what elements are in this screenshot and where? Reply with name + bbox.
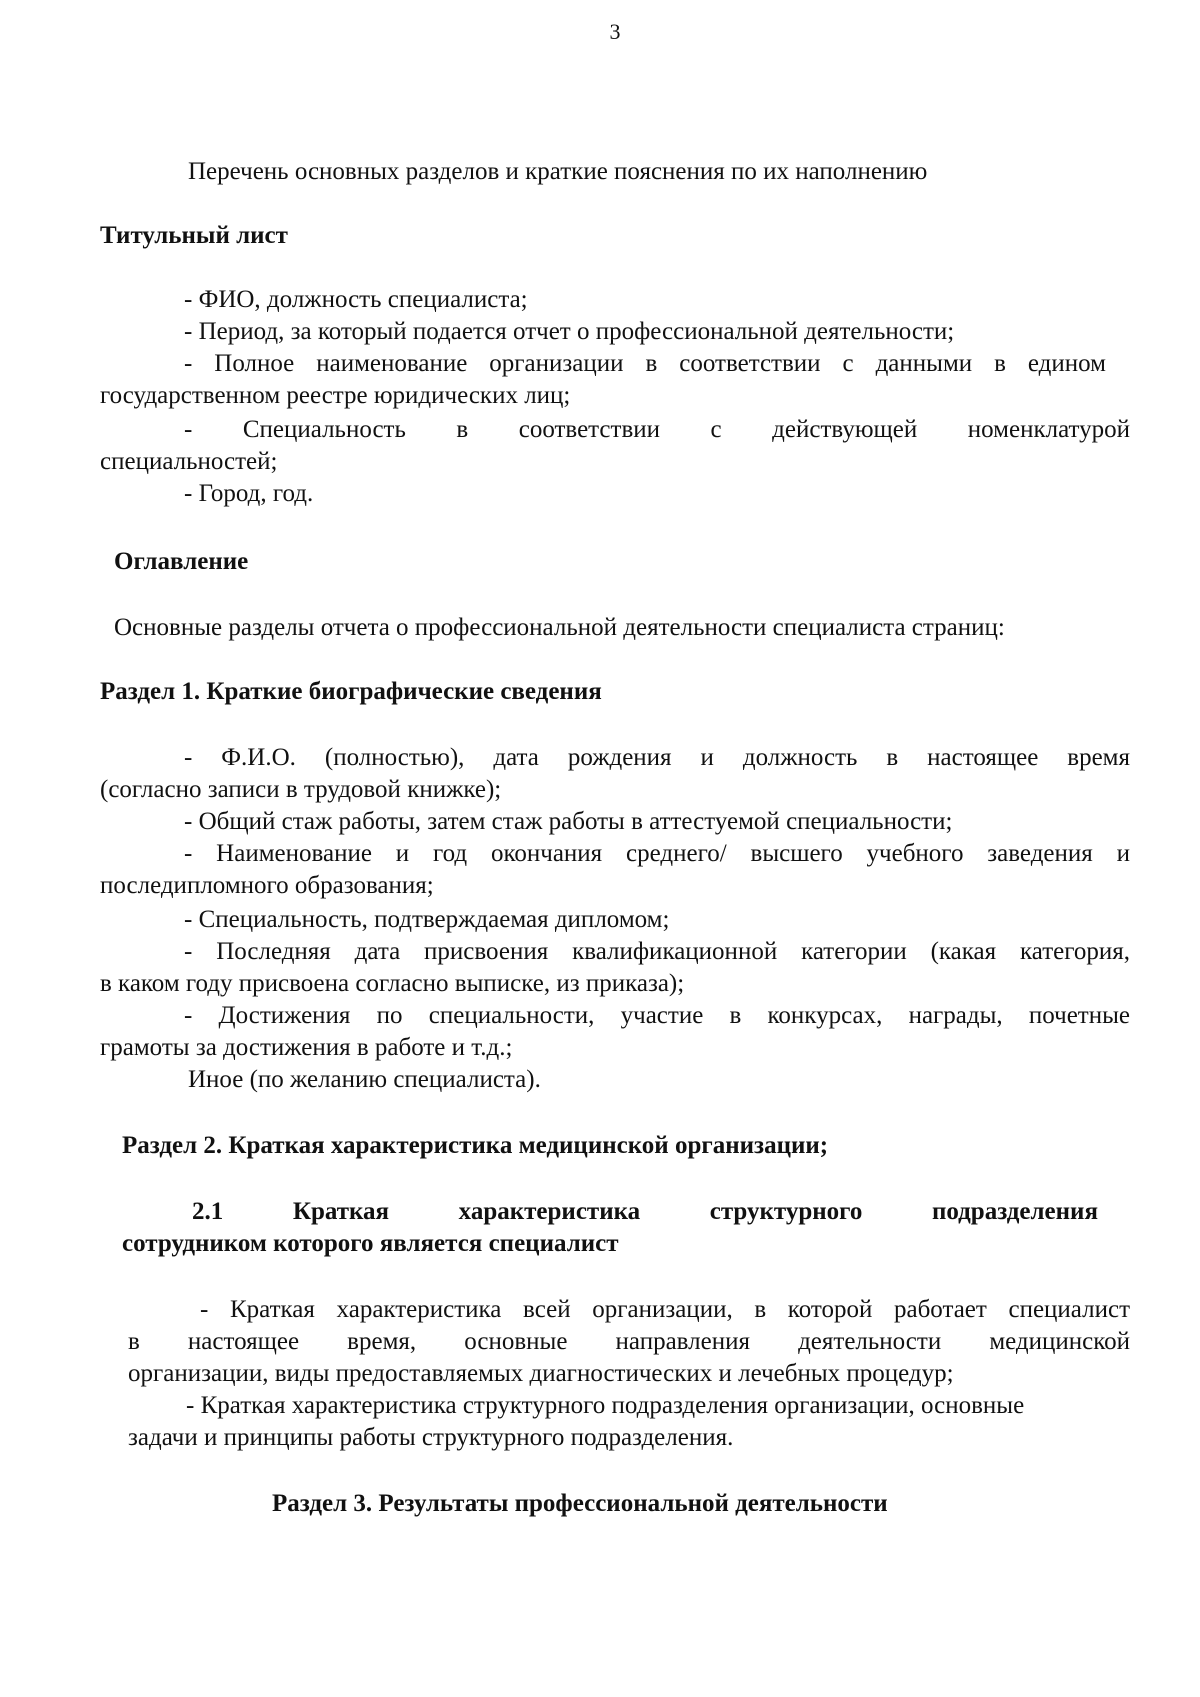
title-page-item: - Период, за который подается отчет о профессиональной деятельности; <box>184 318 955 345</box>
section1-line: в каком году присвоена согласно выписке, из приказа); <box>100 970 685 997</box>
title-page-heading: Титульный лист <box>100 222 288 249</box>
contents-text: Основные разделы отчета о профессиональной деятельности специалиста страниц: <box>114 614 1005 641</box>
section1-line: - Общий стаж работы, затем стаж работы в аттестуемой специальности; <box>184 808 953 835</box>
title-page-item: - Город, год. <box>184 480 314 507</box>
section1-line: - Последняя дата присвоения квалификационной категории (какая категория, <box>184 938 1130 965</box>
section2-subheading: 2.1 Краткая характеристика структурного подразделения <box>192 1198 1098 1225</box>
section2-subheading-continued: сотрудником которого является специалист <box>122 1230 619 1257</box>
section2-line: задачи и принципы работы структурного подразделения. <box>128 1424 734 1451</box>
section1-line: (согласно записи в трудовой книжке); <box>100 776 502 803</box>
section1-heading: Раздел 1. Краткие биографические сведения <box>100 678 602 705</box>
section2-line: организации, виды предоставляемых диагностических и лечебных процедур; <box>128 1360 954 1387</box>
section2-line: - Краткая характеристика структурного подразделения организации, основные <box>186 1392 1025 1419</box>
section1-line: Иное (по желанию специалиста). <box>188 1066 541 1093</box>
title-page-item-continued: государственном реестре юридических лиц; <box>100 382 571 409</box>
section1-line: - Наименование и год окончания среднего/ высшего учебного заведения и <box>184 840 1130 867</box>
section1-line: последипломного образования; <box>100 872 434 899</box>
title-page-item: - Специальность в соответствии с действующей номенклатурой <box>184 416 1130 443</box>
page-number: 3 <box>609 19 621 44</box>
contents-heading: Оглавление <box>114 548 249 575</box>
section2-heading: Раздел 2. Краткая характеристика медицинской организации; <box>122 1132 829 1159</box>
section2-line: в настоящее время, основные направления деятельности медицинской <box>128 1328 1130 1355</box>
section1-line: - Специальность, подтверждаемая дипломом; <box>184 906 670 933</box>
section3-heading: Раздел 3. Результаты профессиональной деятельности <box>272 1490 888 1517</box>
section1-line: - Достижения по специальности, участие в конкурсах, награды, почетные <box>184 1002 1130 1029</box>
section1-line: грамоты за достижения в работе и т.д.; <box>100 1034 513 1061</box>
document-title: Перечень основных разделов и краткие пояснения по их наполнению <box>188 158 928 185</box>
section2-line: - Краткая характеристика всей организации, в которой работает специалист <box>200 1296 1130 1323</box>
title-page-item-continued: специальностей; <box>100 448 278 475</box>
section1-line: - Ф.И.О. (полностью), дата рождения и должность в настоящее время <box>184 744 1130 771</box>
title-page-item: - ФИО, должность специалиста; <box>184 286 528 313</box>
title-page-item: - Полное наименование организации в соответствии с данными в едином <box>184 350 1106 377</box>
